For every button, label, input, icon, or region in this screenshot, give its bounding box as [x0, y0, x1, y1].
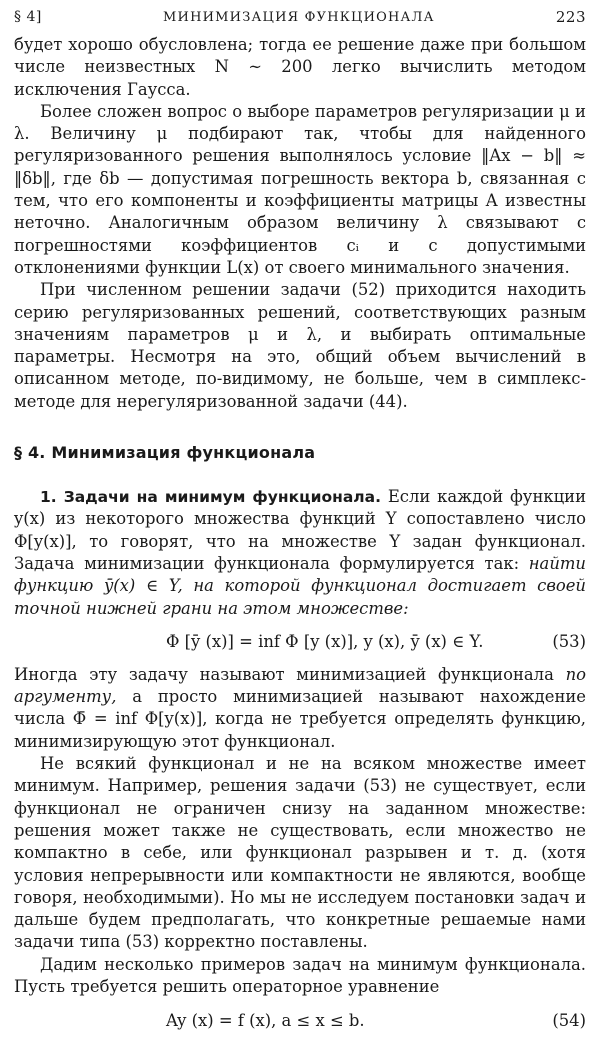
paragraph-4-italic: найти функцию ȳ(x) ∈ Y, на которой функционал достигает своей точной нижней грани на этом множестве: [14, 553, 586, 618]
paragraph-4 [14, 486, 586, 620]
formula-53 [14, 620, 586, 664]
paragraph-5-start: Иногда эту задачу называют минимизацией функционала [14, 664, 566, 684]
paragraph-5-italic: по аргументу, [14, 664, 586, 707]
section-heading: § 4. Минимизация функционала [14, 443, 316, 463]
formula-53-expression: Φ [ȳ (x)] = inf Φ [y (x)], y (x), ȳ (x) ∈ Y. [166, 632, 484, 652]
page-number: 223 [555, 8, 586, 26]
paragraph-5-end: а просто минимизацией называют нахождение числа Φ̄ = inf Φ[y(x)], когда не требуется определять функцию, минимизирующую этот функционал. [14, 687, 586, 751]
paragraph-5 [14, 664, 586, 753]
formula-54-number: (54) [552, 1010, 586, 1030]
subsection-heading: 1. Задачи на минимум функционала. [40, 488, 381, 507]
formula-53-number: (53) [552, 632, 586, 652]
paragraph-4-text: Если каждой функции y(x) из некоторого множества функций Y сопоставлено число Φ[y(x)], то говорят, что на множестве Y задан функционал. Задача минимизации функционала формулируется так: [14, 487, 586, 573]
header-title: МИНИМИЗАЦИЯ ФУНКЦИОНАЛА [163, 9, 435, 25]
running-header [14, 0, 586, 34]
paragraph-7: Дадим несколько примеров задач на минимум функционала. Пусть требуется решить операторное уравнение [14, 954, 586, 996]
formula-54-expression: Ay (x) = f (x), a ≤ x ≤ b. [166, 1010, 365, 1030]
paragraph-1: будет хорошо обусловлена; тогда ее решение даже при большом числе неизвестных N ∼ 200 легко вычислить методом исключения Гаусса. [14, 35, 586, 99]
paragraph-6: Не всякий функционал и не на всяком множестве имеет минимум. Например, решения задачи (53) не существует, если функционал не ограничен снизу на заданном множестве: решения может также не существовать, если множество не компактно в себе, или функционал разрывен и т. д. (хотя условия непрерывности или компактности не являются, вообще говоря, необходимыми). Но мы не исследуем постановки задач и дальше будем предполагать, что конкретные решаемые нами задачи типа (53) корректно поставлены. [14, 754, 586, 952]
formula-54 [14, 998, 586, 1042]
header-section: § 4] [14, 9, 42, 25]
paragraph-3: При численном решении задачи (52) приходится находить серию регуляризованных решений, соответствующих разным значениям параметров μ и λ, и выбирать оптимальные параметры. Несмотря на это, общий объем вычислений в описанном методе, по-видимому, не больше, чем в симплекс-методе для нерегуляризованной задачи (44). [14, 280, 586, 411]
paragraph-2: Более сложен вопрос о выборе параметров регуляризации μ и λ. Величину μ подбирают так, чтобы для найденного регуляризованного решения выполнялось условие ‖Ax − b‖ ≈ ‖δb‖, где δb — допустимая погрешность вектора b, связанная с тем, что его компоненты и коэффициенты матрицы A известны неточно. Аналогичным образом величину λ связывают с погрешностями коэффициентов cᵢ и с допустимыми отклонениями функции L(x) от своего минимального значения. [14, 101, 586, 277]
